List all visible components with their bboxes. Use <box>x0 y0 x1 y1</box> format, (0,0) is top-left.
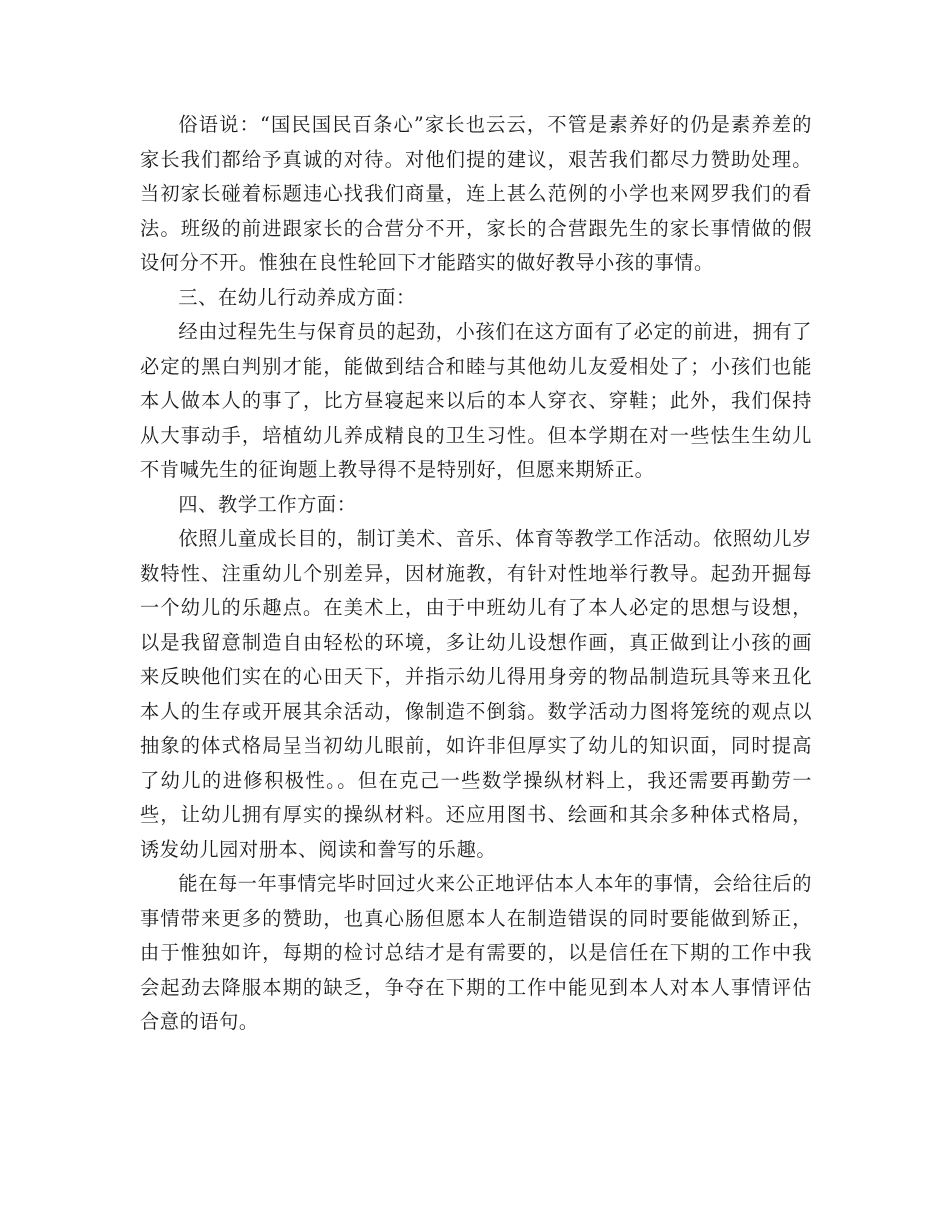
paragraph-behavior-habits: 经由过程先生与保育员的起劲，小孩们在这方面有了必定的前进，拥有了必定的黑白判别才能，能做到结合和睦与其他幼儿友爱相处了；小孩们也能本人做本人的事了，比方昼寝起来以后的本人穿衣、穿鞋；此外，我们保持从大事动手，培植幼儿养成精良的卫生习性。但本学期在对一些怯生生幼儿不肯喊先生的征询题上教导得不是特别好，但愿来期矫正。 <box>140 320 812 481</box>
document-page <box>140 108 812 1040</box>
paragraph-conclusion: 能在每一年事情完毕时回过火来公正地评估本人本年的事情，会给往后的事情带来更多的赞助，也真心肠但愿本人在制造错误的同时要能做到矫正，由于惟独如许，每期的检讨总结才是有需要的，以是信任在下期的工作中我会起劲去降服本期的缺乏，争夺在下期的工作中能见到本人对本人事情评估合意的语句。 <box>140 872 812 1033</box>
paragraph-parent-communication: 俗语说：“国民国民百条心”家长也云云，不管是素养好的仍是素养差的家长我们都给予真诚的对待。对他们提的建议，艰苦我们都尽力赞助处理。当初家长碰着标题违心找我们商量，连上甚么范例的小学也来网罗我们的看法。班级的前进跟家长的合营分不开，家长的合营跟先生的家长事情做的假设何分不开。惟独在良性轮回下才能踏实的做好教导小孩的事情。 <box>140 113 812 274</box>
section-heading-behavior-habits: 三、在幼儿行动养成方面： <box>178 285 416 309</box>
section-heading-teaching-work: 四、教学工作方面： <box>178 492 357 516</box>
paragraph-teaching-work: 依照儿童成长目的，制订美术、音乐、体育等教学工作活动。依照幼儿岁数特性、注重幼儿个别差异，因材施教，有针对性地举行教导。起劲开掘每一个幼儿的乐趣点。在美术上，由于中班幼儿有了本人必定的思想与设想，以是我留意制造自由轻松的环境，多让幼儿设想作画，真正做到让小孩的画来反映他们实在的心田天下，并指示幼儿得用身旁的物品制造玩具等来丑化本人的生存或开展其余活动，像制造不倒翁。数学活动力图将笼统的观点以抽象的体式格局呈当初幼儿眼前，如许非但厚实了幼儿的知识面，同时提高了幼儿的进修积极性。。但在克己一些数学操纵材料上，我还需要再勤劳一些，让幼儿拥有厚实的操纵材料。还应用图书、绘画和其余多种体式格局，诱发幼儿园对册本、阅读和誊写的乐趣。 <box>140 527 812 861</box>
